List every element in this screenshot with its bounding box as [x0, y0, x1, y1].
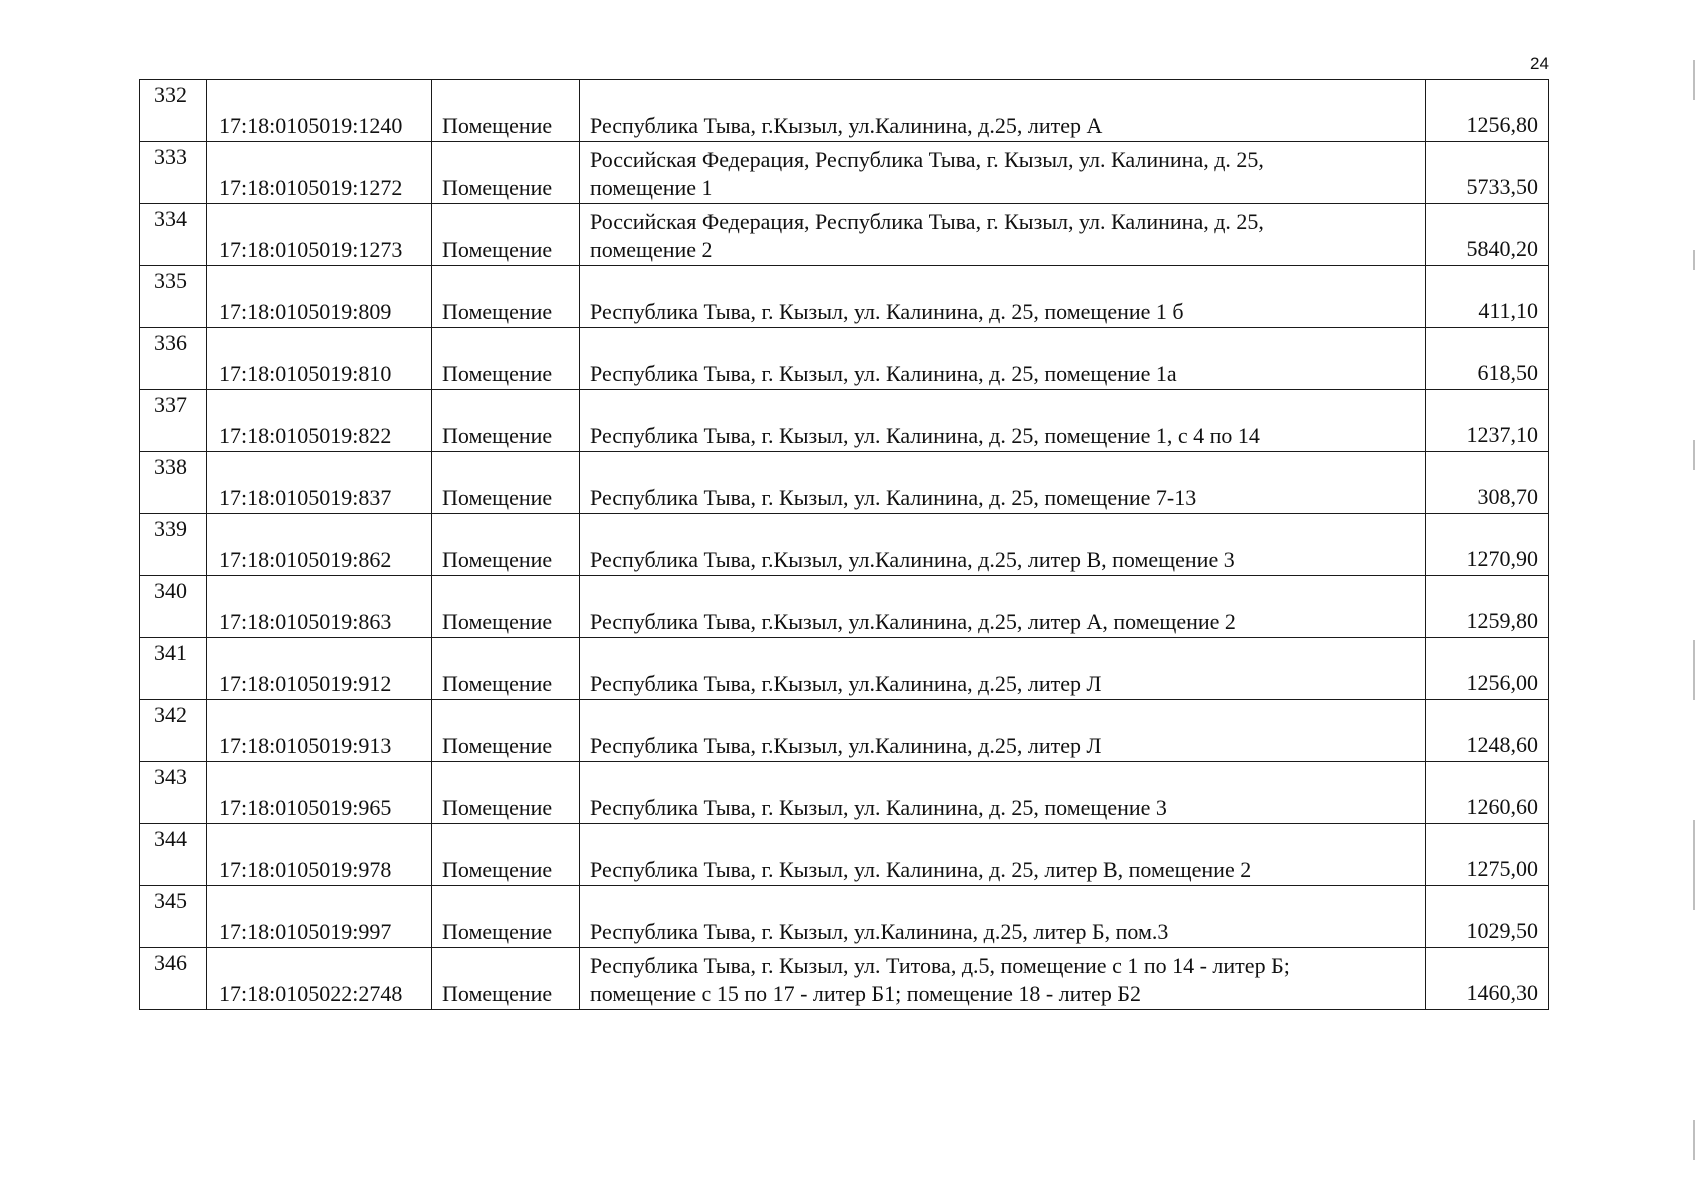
row-number-cell: 342	[140, 700, 207, 762]
row-number-cell: 341	[140, 638, 207, 700]
area-cell: 1259,80	[1426, 576, 1549, 638]
table-row	[140, 886, 1549, 948]
address-line: помещение 2	[590, 237, 713, 262]
area-cell: 5733,50	[1426, 142, 1549, 204]
object-type-cell: Помещение	[432, 638, 580, 700]
address-cell	[580, 390, 1426, 452]
row-number-cell: 333	[140, 142, 207, 204]
table-row	[140, 514, 1549, 576]
object-type-cell: Помещение	[432, 80, 580, 142]
address-cell	[580, 142, 1426, 204]
object-type-cell: Помещение	[432, 824, 580, 886]
address-line: Российская Федерация, Республика Тыва, г. Кызыл, ул. Калинина, д. 25,	[590, 147, 1264, 172]
address-line: Республика Тыва, г. Кызыл, ул. Калинина, д. 25, помещение 1 б	[590, 299, 1184, 324]
address-cell	[580, 452, 1426, 514]
registry-table-container	[139, 79, 1549, 1010]
area-cell: 1270,90	[1426, 514, 1549, 576]
address-cell	[580, 576, 1426, 638]
row-number-cell: 346	[140, 948, 207, 1010]
address-cell	[580, 328, 1426, 390]
cadastral-number-cell: 17:18:0105019:810	[207, 328, 432, 390]
table-row	[140, 142, 1549, 204]
row-number-cell: 343	[140, 762, 207, 824]
area-cell: 1237,10	[1426, 390, 1549, 452]
table-row	[140, 328, 1549, 390]
object-type-cell: Помещение	[432, 390, 580, 452]
object-type-cell: Помещение	[432, 576, 580, 638]
property-registry-table	[139, 79, 1549, 1010]
address-line: помещение с 15 по 17 - литер Б1; помещение 18 - литер Б2	[590, 981, 1141, 1006]
scan-edge-mark	[1693, 440, 1695, 470]
object-type-cell: Помещение	[432, 204, 580, 266]
address-cell	[580, 948, 1426, 1010]
row-number-cell: 332	[140, 80, 207, 142]
object-type-cell: Помещение	[432, 142, 580, 204]
object-type-cell: Помещение	[432, 948, 580, 1010]
cadastral-number-cell: 17:18:0105019:862	[207, 514, 432, 576]
area-cell: 1256,80	[1426, 80, 1549, 142]
cadastral-number-cell: 17:18:0105019:913	[207, 700, 432, 762]
table-row	[140, 762, 1549, 824]
row-number-cell: 334	[140, 204, 207, 266]
address-line: Республика Тыва, г. Кызыл, ул. Калинина, д. 25, литер В, помещение 2	[590, 857, 1252, 882]
scan-edge-mark	[1693, 1120, 1695, 1160]
address-cell	[580, 824, 1426, 886]
cadastral-number-cell: 17:18:0105019:1240	[207, 80, 432, 142]
area-cell: 1256,00	[1426, 638, 1549, 700]
area-cell: 1029,50	[1426, 886, 1549, 948]
cadastral-number-cell: 17:18:0105019:822	[207, 390, 432, 452]
table-row	[140, 576, 1549, 638]
address-cell	[580, 80, 1426, 142]
table-row	[140, 204, 1549, 266]
row-number-cell: 340	[140, 576, 207, 638]
cadastral-number-cell: 17:18:0105019:809	[207, 266, 432, 328]
address-line: Республика Тыва, г. Кызыл, ул. Калинина, д. 25, помещение 1а	[590, 361, 1177, 386]
cadastral-number-cell: 17:18:0105019:912	[207, 638, 432, 700]
address-line: Республика Тыва, г.Кызыл, ул.Калинина, д.25, литер А, помещение 2	[590, 609, 1236, 634]
row-number-cell: 339	[140, 514, 207, 576]
registry-table-body	[140, 80, 1549, 1010]
cadastral-number-cell: 17:18:0105019:837	[207, 452, 432, 514]
row-number-cell: 345	[140, 886, 207, 948]
table-row	[140, 824, 1549, 886]
row-number-cell: 336	[140, 328, 207, 390]
row-number-cell: 338	[140, 452, 207, 514]
address-cell	[580, 266, 1426, 328]
scan-edge-mark	[1693, 60, 1695, 100]
address-line: Республика Тыва, г.Кызыл, ул.Калинина, д.25, литер Л	[590, 671, 1102, 696]
object-type-cell: Помещение	[432, 514, 580, 576]
page-number: 24	[1530, 54, 1549, 73]
table-row	[140, 80, 1549, 142]
cadastral-number-cell: 17:18:0105019:1272	[207, 142, 432, 204]
address-line: Республика Тыва, г.Кызыл, ул.Калинина, д.25, литер Л	[590, 733, 1102, 758]
area-cell: 411,10	[1426, 266, 1549, 328]
address-cell	[580, 762, 1426, 824]
address-cell	[580, 514, 1426, 576]
area-cell: 1260,60	[1426, 762, 1549, 824]
address-line: Республика Тыва, г. Кызыл, ул.Калинина, д.25, литер Б, пом.3	[590, 919, 1169, 944]
cadastral-number-cell: 17:18:0105019:1273	[207, 204, 432, 266]
scan-edge-mark	[1693, 820, 1695, 910]
table-row	[140, 638, 1549, 700]
address-line: Республика Тыва, г. Кызыл, ул. Калинина, д. 25, помещение 1, с 4 по 14	[590, 423, 1260, 448]
area-cell: 5840,20	[1426, 204, 1549, 266]
cadastral-number-cell: 17:18:0105019:997	[207, 886, 432, 948]
row-number-cell: 337	[140, 390, 207, 452]
table-row	[140, 390, 1549, 452]
scan-edge-mark	[1693, 640, 1695, 700]
area-cell: 618,50	[1426, 328, 1549, 390]
address-line: Республика Тыва, г. Кызыл, ул. Калинина, д. 25, помещение 7-13	[590, 485, 1197, 510]
table-row	[140, 700, 1549, 762]
address-line: Республика Тыва, г. Кызыл, ул. Титова, д.5, помещение с 1 по 14 - литер Б;	[590, 953, 1290, 978]
address-line: Российская Федерация, Республика Тыва, г. Кызыл, ул. Калинина, д. 25,	[590, 209, 1264, 234]
address-line: Республика Тыва, г.Кызыл, ул.Калинина, д.25, литер А	[590, 113, 1103, 138]
table-row	[140, 452, 1549, 514]
cadastral-number-cell: 17:18:0105019:863	[207, 576, 432, 638]
area-cell: 308,70	[1426, 452, 1549, 514]
object-type-cell: Помещение	[432, 328, 580, 390]
address-cell	[580, 700, 1426, 762]
area-cell: 1248,60	[1426, 700, 1549, 762]
address-line: Республика Тыва, г. Кызыл, ул. Калинина, д. 25, помещение 3	[590, 795, 1167, 820]
scan-edge-mark	[1693, 250, 1695, 270]
object-type-cell: Помещение	[432, 266, 580, 328]
table-row	[140, 266, 1549, 328]
area-cell: 1460,30	[1426, 948, 1549, 1010]
address-line: Республика Тыва, г.Кызыл, ул.Калинина, д.25, литер В, помещение 3	[590, 547, 1235, 572]
address-cell	[580, 886, 1426, 948]
object-type-cell: Помещение	[432, 700, 580, 762]
cadastral-number-cell: 17:18:0105019:978	[207, 824, 432, 886]
cadastral-number-cell: 17:18:0105022:2748	[207, 948, 432, 1010]
cadastral-number-cell: 17:18:0105019:965	[207, 762, 432, 824]
area-cell: 1275,00	[1426, 824, 1549, 886]
row-number-cell: 335	[140, 266, 207, 328]
row-number-cell: 344	[140, 824, 207, 886]
object-type-cell: Помещение	[432, 762, 580, 824]
object-type-cell: Помещение	[432, 452, 580, 514]
address-cell	[580, 204, 1426, 266]
address-cell	[580, 638, 1426, 700]
object-type-cell: Помещение	[432, 886, 580, 948]
table-row	[140, 948, 1549, 1010]
address-line: помещение 1	[590, 175, 713, 200]
